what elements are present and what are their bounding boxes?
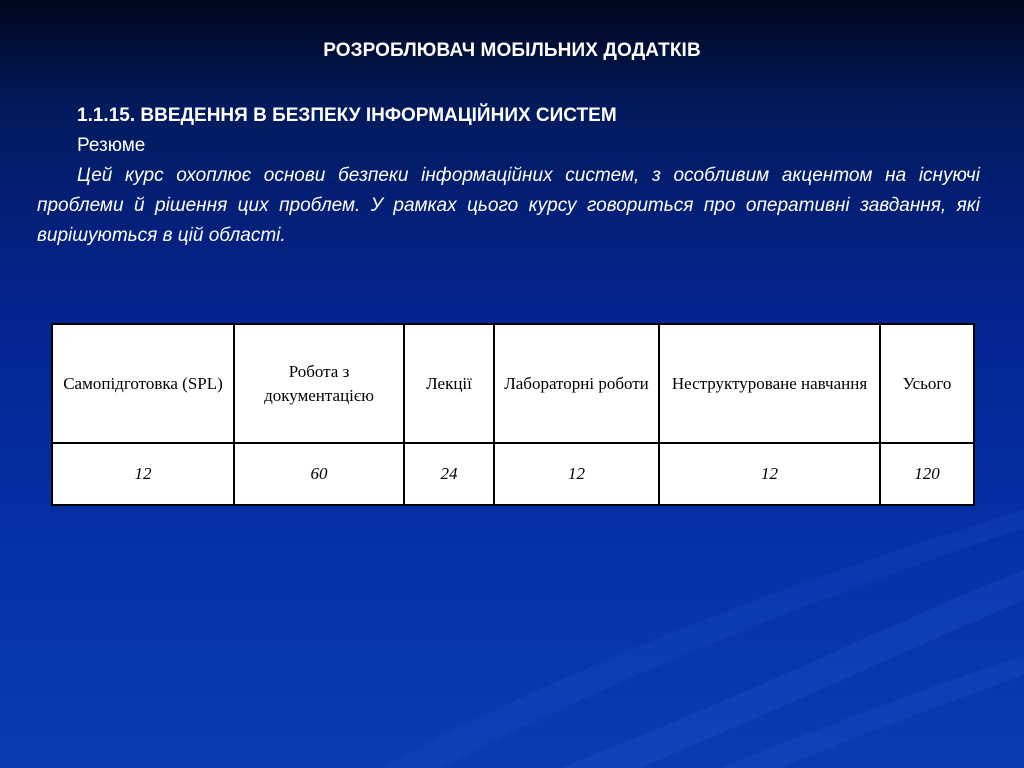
value-cell-unstructured: 12	[659, 443, 880, 505]
value-cell-labs: 12	[494, 443, 659, 505]
summary-text: Цей курс охоплює основи безпеки інформаційних систем, з особливим акцентом на існуючі проблеми й рішення цих проблем. У рамках цього курсу говориться про оперативні завдання, які вирішуються в цій області.	[37, 165, 980, 246]
header-cell-unstructured: Неструктуроване навчання	[659, 324, 880, 443]
table-header-row	[52, 324, 974, 443]
value-cell-self-study: 12	[52, 443, 234, 505]
header-cell-labs: Лабораторні роботи	[494, 324, 659, 443]
course-description	[37, 101, 980, 251]
hours-table	[51, 323, 975, 506]
table-row	[52, 443, 974, 505]
summary-label: Резюме	[77, 135, 146, 156]
value-cell-total: 120	[880, 443, 974, 505]
header-cell-total: Усього	[880, 324, 974, 443]
slide-title: РОЗРОБЛЮВАЧ МОБІЛЬНИХ ДОДАТКІВ	[323, 40, 701, 61]
value-cell-lectures: 24	[404, 443, 494, 505]
section-heading: 1.1.15. ВВЕДЕННЯ В БЕЗПЕКУ ІНФОРМАЦІЙНИХ СИСТЕМ	[77, 105, 617, 126]
header-cell-lectures: Лекції	[404, 324, 494, 443]
header-cell-self-study: Самопідготовка (SPL)	[52, 324, 234, 443]
header-cell-documentation: Робота з документацією	[234, 324, 404, 443]
value-cell-documentation: 60	[234, 443, 404, 505]
